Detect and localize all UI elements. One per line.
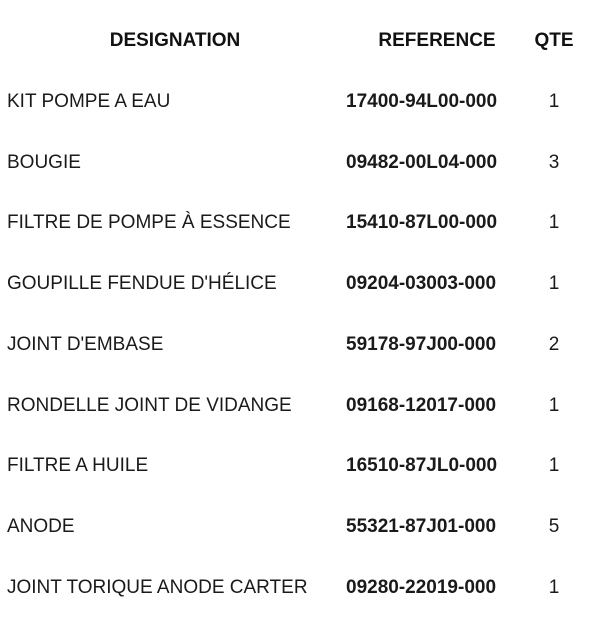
table-row (0, 446, 600, 486)
row-reference: 16510-87JL0-000 (346, 455, 498, 476)
row-reference: 09280-22019-000 (346, 577, 497, 598)
header-designation: DESIGNATION (109, 30, 241, 51)
row-designation: BOUGIE (7, 152, 81, 173)
row-reference: 09482-00L04-000 (346, 152, 498, 173)
table-row (0, 568, 600, 608)
table-header-row (0, 21, 600, 61)
row-designation: RONDELLE JOINT DE VIDANGE (7, 395, 292, 416)
row-designation: FILTRE A HUILE (7, 455, 149, 476)
table-row (0, 264, 600, 304)
row-qty: 2 (548, 334, 560, 355)
header-reference: REFERENCE (378, 30, 496, 51)
table-row (0, 386, 600, 426)
row-reference: 59178-97J00-000 (346, 334, 497, 355)
row-designation: GOUPILLE FENDUE D'HÉLICE (7, 273, 277, 294)
row-qty: 1 (548, 455, 560, 476)
row-qty: 1 (548, 91, 560, 112)
row-qty: 3 (548, 152, 560, 173)
row-reference: 17400-94L00-000 (346, 91, 498, 112)
table-row (0, 143, 600, 183)
row-reference: 15410-87L00-000 (346, 212, 498, 233)
row-designation: ANODE (7, 516, 75, 537)
row-designation: KIT POMPE A EAU (7, 91, 171, 112)
row-designation: JOINT TORIQUE ANODE CARTER (7, 577, 308, 598)
row-reference: 09204-03003-000 (346, 273, 497, 294)
header-qty: QTE (534, 30, 574, 51)
row-qty: 5 (548, 516, 560, 537)
row-qty: 1 (548, 395, 560, 416)
row-qty: 1 (548, 577, 560, 598)
row-reference: 09168-12017-000 (346, 395, 497, 416)
table-row (0, 82, 600, 122)
table-row (0, 203, 600, 243)
row-reference: 55321-87J01-000 (346, 516, 497, 537)
table-row (0, 325, 600, 365)
row-qty: 1 (548, 212, 560, 233)
table-row (0, 507, 600, 547)
row-designation: JOINT D'EMBASE (7, 334, 164, 355)
row-qty: 1 (548, 273, 560, 294)
row-designation: FILTRE DE POMPE À ESSENCE (7, 212, 291, 233)
